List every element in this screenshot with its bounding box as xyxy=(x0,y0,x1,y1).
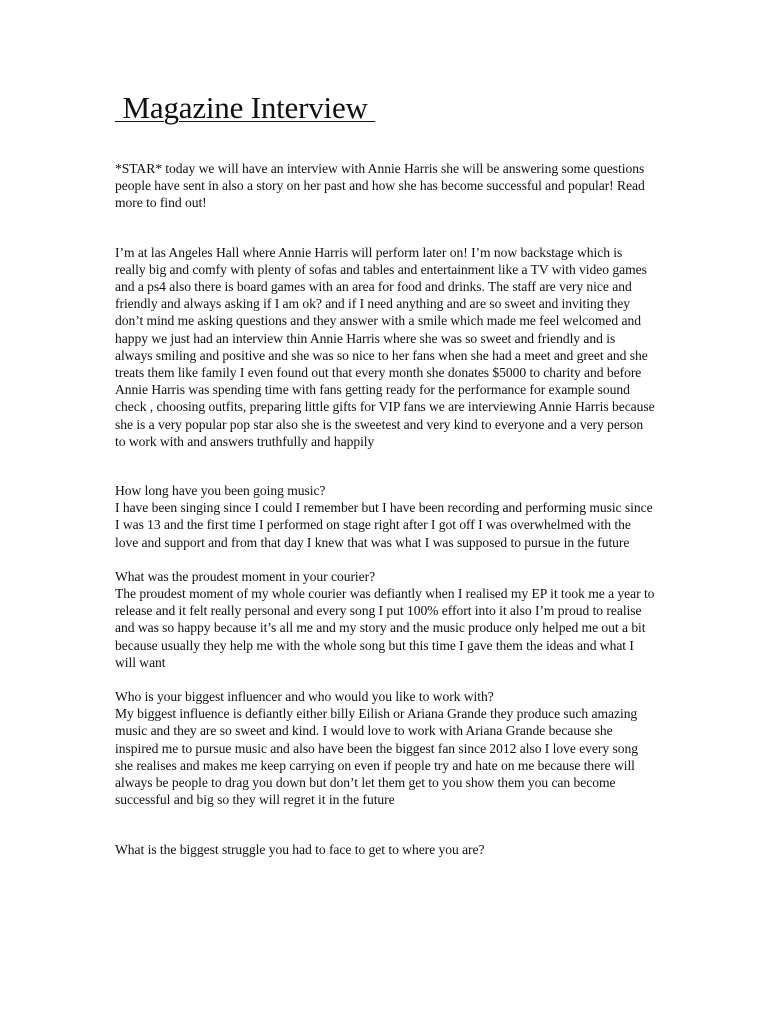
interview-question: How long have you been going music? xyxy=(115,483,326,499)
qa-block-2 xyxy=(115,568,655,671)
interview-answer: I have been singing since I could I remember but I have been recording and performing music since I was 13 and the first time I performed on stage right after I got off I was overwhelmed with the love and support and from that day I knew that was what I was supposed to pursue in the future xyxy=(115,500,653,550)
interview-answer: The proudest moment of my whole courier was defiantly when I realised my EP it took me a year to release and it felt really personal and every song I put 100% effort into it also I’m proud to realise and was so happy because it’s all me and my story and the music produce only helped me out a bit because usually they help me with the whole song but this time I gave them the ideas and what I will want xyxy=(115,586,655,670)
scene-paragraph: I’m at las Angeles Hall where Annie Harris will perform later on! I’m now backstage which is really big and comfy with plenty of sofas and tables and entertainment like a TV with video games and a ps4 also there is board games with an area for food and drinks. The staff are very nice and friendly and always asking if I am ok? and if I need anything and are so sweet and inviting they don’t mind me asking questions and they answer with a smile which made me feel welcomed and happy we just had an interview thin Annie Harris where she was so sweet and friendly and is always smiling and positive and she was so nice to her fans when she had a meet and greet and she treats them like family I even found out that every month she donates $5000 to charity and before Annie Harris was spending time with fans getting ready for the performance for example sound check , choosing outfits, preparing little gifts for VIP fans we are interviewing Annie Harris because she is a very popular pop star also she is the sweetest and very kind to everyone and a very person to work with and answers truthfully and happily xyxy=(115,244,655,449)
qa-block-3 xyxy=(115,688,655,808)
interview-question: What was the proudest moment in your courier? xyxy=(115,568,376,584)
document-page xyxy=(115,88,655,858)
interview-question: What is the biggest struggle you had to face to get to where you are? xyxy=(115,841,485,857)
interview-answer: My biggest influence is defiantly either billy Eilish or Ariana Grande they produce such amazing music and they are so sweet and kind. I would love to work with Ariana Grande because she inspired me to pursue music and also have been the biggest fan since 2012 also I love every song she realises and makes me keep carrying on even if people try and hate on me because there will always be people to drag you down but don’t let them get to you show them you can become successful and big so they will regret it in the future xyxy=(115,706,638,808)
interview-question: Who is your biggest influencer and who would you like to work with? xyxy=(115,689,494,705)
qa-block-4 xyxy=(115,841,655,858)
document-title: Magazine Interview xyxy=(115,90,376,125)
intro-paragraph: *STAR* today we will have an interview with Annie Harris she will be answering some questions people have sent in also a story on her past and how she has become successful and popular! Read more to find out! xyxy=(115,161,645,211)
qa-block-1 xyxy=(115,482,655,551)
